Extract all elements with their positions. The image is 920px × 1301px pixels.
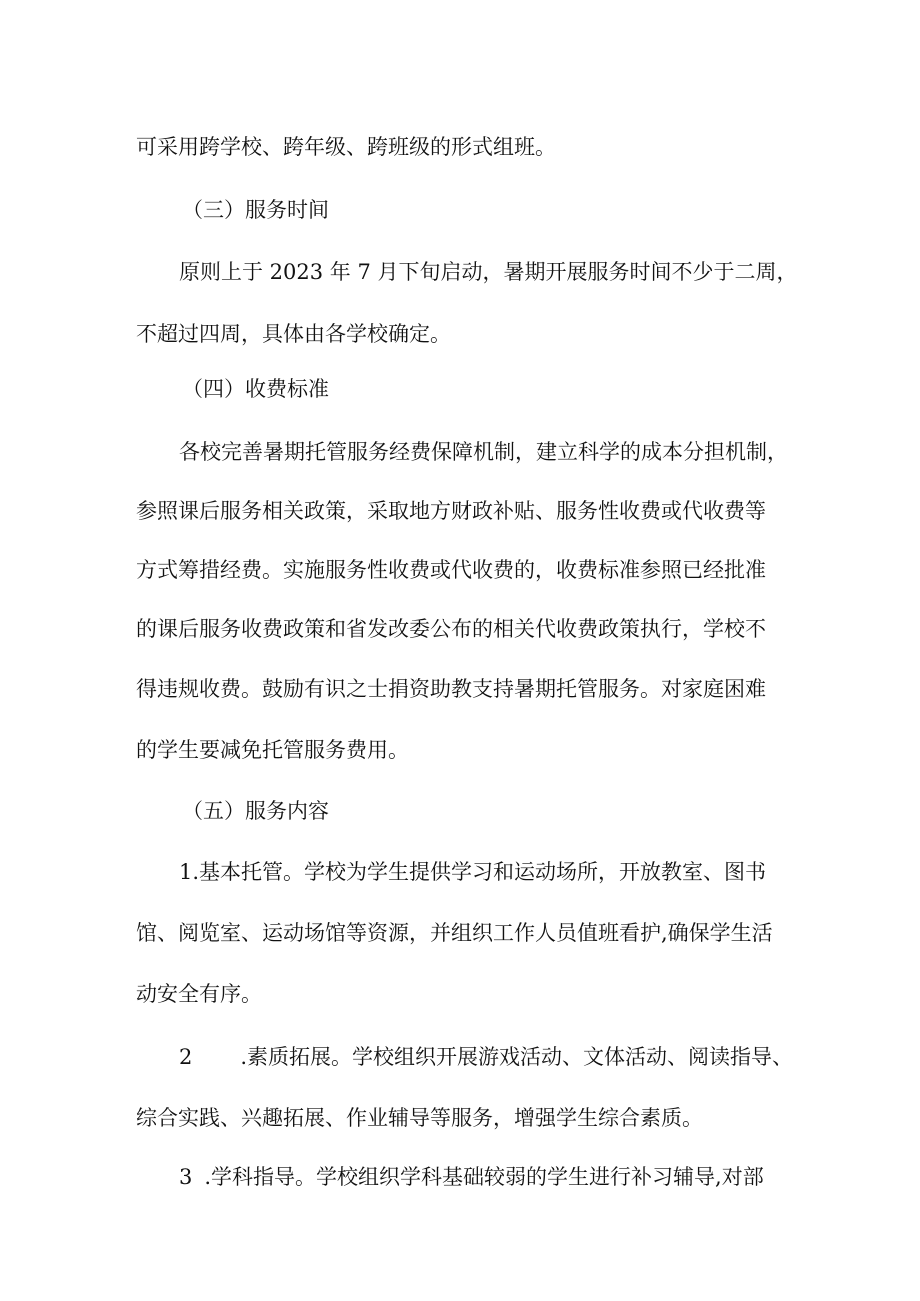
list-text: .素质拓展。学校组织开展游戏活动、文体活动、阅读指导、 [240,1045,794,1069]
paragraph-line-item-3 [179,1163,764,1191]
section-heading-fee-standard: （四）收费标准 [182,377,329,401]
paragraph-line: 各校完善暑期托管服务经费保障机制，建立科学的成本分担机制， [179,440,788,464]
paragraph-line: 参照课后服务相关政策，采取地方财政补贴、服务性收费或代收费等 [136,499,766,523]
paragraph-line: 的学生要减免托管服务费用。 [136,738,409,762]
paragraph-line: 得违规收费。鼓励有识之士捐资助教支持暑期托管服务。对家庭困难 [136,677,766,701]
paragraph-line: 1.基本托管。学校为学生提供学习和运动场所，开放教室、图书 [179,860,767,884]
list-text: .学科指导。学校组织学科基础较弱的学生进行补习辅导,对部 [204,1165,764,1189]
list-number: 3 [179,1165,193,1189]
paragraph-line: 动安全有序。 [136,982,262,1006]
paragraph-line: 方式筹措经费。实施服务性收费或代收费的，收费标准参照已经批准 [136,558,766,582]
section-heading-service-time: （三）服务时间 [182,198,329,222]
list-number: 2 [179,1045,193,1069]
paragraph-line-item-2 [179,1043,793,1071]
paragraph-line: 原则上于 2023 年 7 月下旬启动，暑期开展服务时间不少于二周， [179,260,798,284]
paragraph-line: 可采用跨学校、跨年级、跨班级的形式组班。 [136,135,556,159]
section-heading-service-content: （五）服务内容 [182,799,329,823]
paragraph-line: 综合实践、兴趣拓展、作业辅导等服务，增强学生综合素质。 [136,1106,703,1130]
paragraph-line: 的课后服务收费政策和省发改委公布的相关代收费政策执行，学校不 [136,617,766,641]
paragraph-line: 馆、阅览室、运动场馆等资源，并组织工作人员值班看护,确保学生活 [136,921,773,945]
paragraph-line: 不超过四周，具体由各学校确定。 [136,322,451,346]
